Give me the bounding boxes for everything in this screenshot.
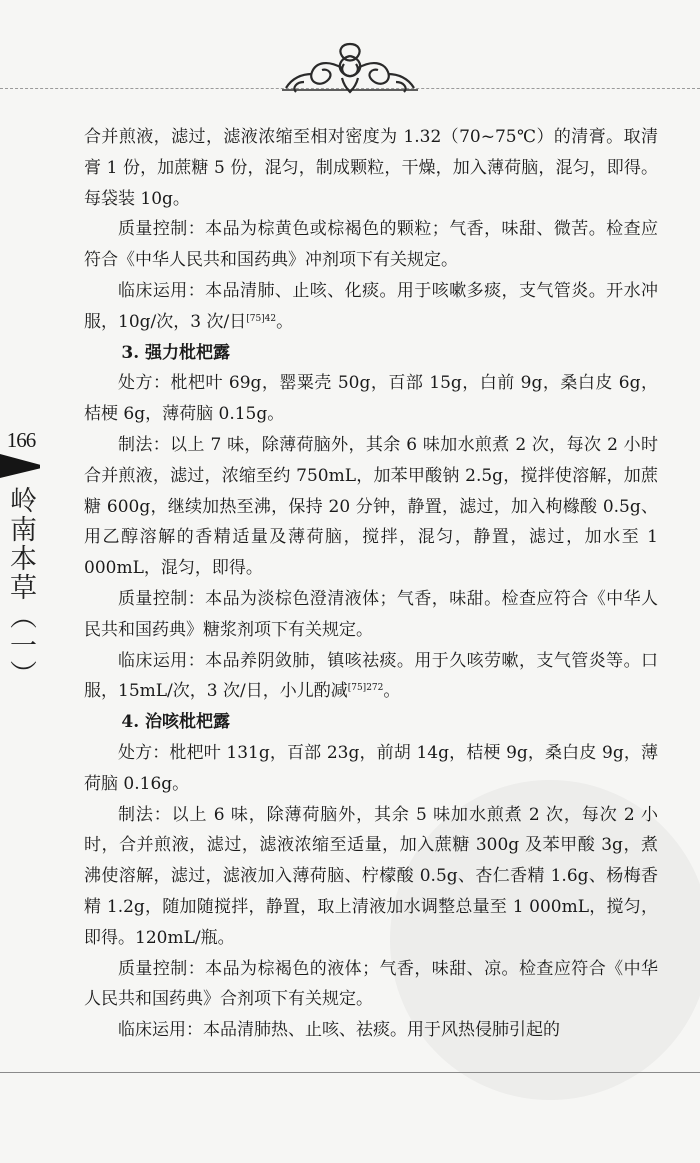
punctuation: 。 bbox=[276, 311, 294, 332]
section-heading: 4. 治咳枇杷露 bbox=[121, 712, 231, 733]
paragraph: 制法：以上 6 味，除薄荷脑外，其余 5 味加水煎煮 2 次，每次 2 小时，合并煎液，滤过，滤液浓缩至适量，加入蔗糖 300g 及苯甲酸 3g，煮沸使溶解，滤过，滤液加入薄荷脑、柠檬酸 0.5g、杏仁香精 1.6g、杨梅香精 1.2g，随加随搅拌，静置，取上清液加水调整总量至 1 000mL，搅匀，即得。120mL/瓶。 bbox=[84, 804, 658, 948]
paragraph: 处方：枇杷叶 131g，百部 23g，前胡 14g，桔梗 9g，桑白皮 9g，薄荷脑 0.16g。 bbox=[84, 742, 658, 794]
page-tab-marker bbox=[0, 454, 40, 478]
paragraph: 制法：以上 7 味，除薄荷脑外，其余 6 味加水煎煮 2 次，每次 2 小时合并煎液，滤过，浓缩至约 750mL，加苯甲酸钠 2.5g，搅拌使溶解，加蔗糖 600g，继续加热至沸，保持 20 分钟，静置，滤过，加入枸橼酸 0.5g、用乙醇溶解的香精适量及薄荷脑，搅拌，混匀，静置，滤过，加水至 1 000mL，混匀，即得。 bbox=[84, 434, 658, 579]
paragraph: 质量控制：本品为淡棕色澄清液体；气香，味甜。检查应符合《中华人民共和国药典》糖浆剂项下有关规定。 bbox=[84, 588, 658, 640]
running-title: 岭南本草（一） bbox=[5, 486, 36, 689]
section-heading: 3. 强力枇杷露 bbox=[121, 342, 231, 363]
punctuation: 。 bbox=[383, 681, 401, 702]
page-number: 166 bbox=[6, 428, 36, 452]
paragraph-text: 临床运用：本品养阴敛肺，镇咳祛痰。用于久咳劳嗽，支气管炎等。口服，15mL/次，3 次/日，小儿酌减 bbox=[84, 650, 658, 702]
citation: [75]272 bbox=[347, 683, 384, 694]
paragraph bbox=[84, 276, 658, 338]
paragraph bbox=[84, 646, 658, 708]
citation: [75]42 bbox=[246, 313, 277, 324]
decorative-knot-icon bbox=[282, 38, 418, 94]
paragraph: 临床运用：本品清肺热、止咳、祛痰。用于风热侵肺引起的 bbox=[118, 1020, 560, 1041]
paragraph-text: 临床运用：本品清肺、止咳、化痰。用于咳嗽多痰，支气管炎。开水冲服，10g/次，3 次/日 bbox=[84, 280, 658, 332]
paragraph: 质量控制：本品为棕褐色的液体；气香，味甜、凉。检查应符合《中华人民共和国药典》合剂项下有关规定。 bbox=[84, 958, 658, 1010]
body-text bbox=[84, 122, 658, 1046]
footer-rule bbox=[0, 1072, 700, 1073]
paragraph: 处方：枇杷叶 69g，罂粟壳 50g，百部 15g，白前 9g，桑白皮 6g，桔梗 6g，薄荷脑 0.15g。 bbox=[84, 373, 658, 425]
paragraph: 质量控制：本品为棕黄色或棕褐色的颗粒；气香，味甜、微苦。检查应符合《中华人民共和国药典》冲剂项下有关规定。 bbox=[84, 219, 658, 271]
paragraph: 合并煎液，滤过，滤液浓缩至相对密度为 1.32（70~75℃）的清膏。取清膏 1 份，加蔗糖 5 份，混匀，制成颗粒，干燥，加入薄荷脑，混匀，即得。每袋装 10g。 bbox=[84, 127, 658, 209]
